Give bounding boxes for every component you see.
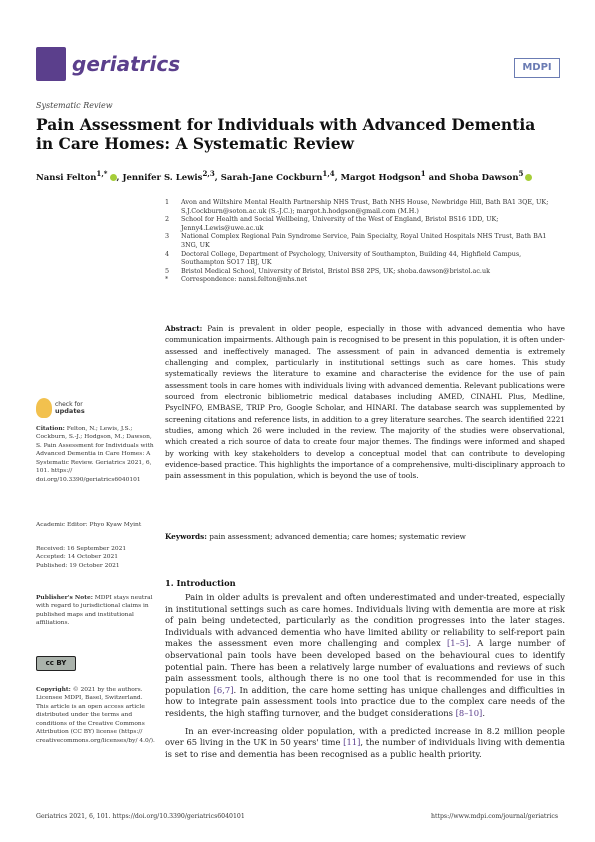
paragraph-text: Pain in older adults is prevalent and often underestimated and under-treated, especially in institutional settings such as care homes. Individuals living with dementia are more at risk of pain being undetected, particularly as the condition progresses into the later stages. Individuals with advanced dementia who have limited ability or reliability to self-report pain makes the assessment even more challenging and complex bbox=[165, 592, 565, 649]
affiliation-number: 2 bbox=[165, 215, 170, 224]
affiliation-text: Correspondence: nansi.felton@nhs.net bbox=[181, 275, 308, 284]
affiliation bbox=[165, 275, 565, 284]
author-name: Nansi Felton bbox=[36, 172, 97, 183]
affiliation bbox=[165, 198, 565, 215]
keywords bbox=[165, 531, 565, 542]
keywords-label: Keywords: bbox=[165, 532, 207, 541]
check-updates-icon bbox=[36, 398, 52, 418]
citation-text: Felton, N.; Lewis, J.S.; Cockburn, S.-J.; Hodgson, M.; Dawson, S. Pain Assessment for Individuals with Advanced Dementia in Care Homes: A Systematic Review. Geriatrics 2021, 6, 101. https:// doi.org/10.3390/geriatrics6040101 bbox=[36, 426, 154, 483]
publisher-logo: MDPI bbox=[514, 58, 560, 78]
citation-label: Citation: bbox=[36, 425, 65, 432]
affiliation-number: * bbox=[165, 275, 169, 284]
check-updates-line1: check for bbox=[55, 401, 83, 408]
citation-block bbox=[36, 425, 156, 484]
dates-block bbox=[36, 545, 156, 570]
paragraph-text: In an ever-increasing older population, with a predicted increase in 8.2 million people over 65 living in the UK in 50 years' time bbox=[165, 725, 565, 748]
author-sup: 5 bbox=[518, 169, 524, 178]
reference-link[interactable]: [1–5] bbox=[446, 638, 469, 649]
publisher-note-text: MDPI stays neutral with regard to jurisdictional claims in published maps and institutional affiliations. bbox=[36, 595, 153, 627]
author-name: Margot Hodgson bbox=[340, 172, 421, 183]
affiliation bbox=[165, 232, 565, 249]
paragraph bbox=[165, 592, 565, 720]
paragraph bbox=[165, 726, 565, 761]
abstract-text: Pain is prevalent in older people, especially in those with advanced dementia who have communication impairments. Although pain is recognised to be present in this population, it is often under-assessed and ineffectively managed. The assessment of pain in advanced dementia is extremely challenging and complex, particularly in institutional settings such as care homes. This study systematically reviews the literature to examine and characterise the evidence for the use of pain assessment tools in care homes with individuals living with advanced dementia. Relevant publications were sourced from electronic bibliometric medical databases including AMED, CINAHL Plus, Medline, PsycINFO, EMBASE, TRIP Pro, Google Scholar, and HINARI. The database search was supplemented by screening citations and reference lists, in addition to a grey literature searches. The search identified 2221 studies, among which 26 were included in the review. The majority of the studies were observational, which created a rich source of data to create four major themes. The findings were informed and shaped by working with key stakeholders to develop a conceptual model that can contribute to developing evidence-based practice. This highlights the importance of a comprehensive, multi-disciplinary approach to pain assessment in this population, which is beyond the use of tools. bbox=[165, 324, 565, 481]
affiliations bbox=[165, 198, 565, 284]
abstract bbox=[165, 323, 565, 482]
footer-citation: Geriatrics 2021, 6, 101. https://doi.org/10.3390/geriatrics6040101 bbox=[36, 813, 245, 820]
publisher-note-label: Publisher's Note: bbox=[36, 594, 93, 601]
affiliation-text: National Complex Regional Pain Syndrome Service, Pain Specialty, Royal United Hospitals NHS Trust, Bath BA1 3NG, UK bbox=[181, 232, 547, 249]
footer-url[interactable]: https://www.mdpi.com/journal/geriatrics bbox=[431, 813, 558, 820]
section-heading: 1. Introduction bbox=[165, 578, 236, 588]
affiliation bbox=[165, 267, 565, 276]
affiliation bbox=[165, 215, 565, 232]
affiliation-text: Bristol Medical School, University of Bristol, Bristol BS8 2PS, UK; shoba.dawson@bristol.ac.uk bbox=[181, 266, 490, 275]
article-type: Systematic Review bbox=[36, 101, 113, 110]
affiliation bbox=[165, 250, 565, 267]
keywords-text: pain assessment; advanced dementia; care homes; systematic review bbox=[209, 532, 466, 541]
published-date: Published: 19 October 2021 bbox=[36, 562, 120, 569]
affiliation-number: 5 bbox=[165, 266, 170, 275]
introduction-body bbox=[165, 592, 565, 766]
reference-link[interactable]: [11] bbox=[343, 737, 361, 748]
article-title: Pain Assessment for Individuals with Advanced Dementia in Care Homes: A Systematic Review bbox=[36, 115, 536, 153]
copyright-text: © 2021 by the authors. Licensee MDPI, Basel, Switzerland. This article is an open access article distributed under the terms and conditions of the Creative Commons Attribution (CC BY) license (https:// creativecommons.org/licenses/by/ 4.0/). bbox=[36, 687, 155, 744]
copyright-block bbox=[36, 686, 156, 745]
author-sup: 1 bbox=[420, 169, 426, 178]
affiliation-number: 3 bbox=[165, 232, 170, 241]
abstract-label: Abstract: bbox=[165, 324, 203, 333]
copyright-label: Copyright: bbox=[36, 686, 71, 693]
author-list: Nansi Felton$^{1,*}$ , Jennifer S. Lewis$^{2,3}$, Sarah-Jane Cockburn$^{1,4}$, Margot Hodgson$^1$ and Shoba Dawson$^5$ bbox=[36, 169, 576, 183]
author-sup: 1,4 bbox=[322, 169, 335, 178]
reference-link[interactable]: [8–10] bbox=[455, 707, 483, 718]
journal-name: geriatrics bbox=[72, 52, 181, 76]
author-name: Sarah-Jane Cockburn bbox=[220, 172, 323, 183]
check-updates-button[interactable] bbox=[36, 398, 156, 420]
reference-link[interactable]: [6,7] bbox=[213, 684, 234, 695]
author-name: Shoba Dawson bbox=[449, 172, 519, 183]
author-sup: 1,* bbox=[96, 169, 108, 178]
paragraph-text: . A large number of observational pain tools have been developed based on the behavioural cues to identify potential pain. There has been a relatively large number of evaluations and reviews of such pain assessment tools, although there is no one tool that is recommended for use in this population bbox=[165, 638, 565, 695]
paragraph-text: , the number of individuals living with dementia is set to rise and dementia has been recognised as a public health priority. bbox=[165, 737, 566, 759]
affiliation-text: Doctoral College, Department of Psychology, University of Southampton, Building 44, Highfield Campus, Southampton SO17 1BJ, UK bbox=[181, 249, 522, 267]
paragraph-text: . bbox=[482, 707, 485, 718]
affiliation-text: School for Health and Social Wellbeing, University of the West of England, Bristol BS16 1DD, UK; Jenny4.Lewis@uwe.ac.uk bbox=[181, 215, 499, 232]
check-updates-label bbox=[55, 401, 85, 415]
publisher-note bbox=[36, 594, 156, 628]
affiliation-number: 1 bbox=[165, 198, 170, 206]
author-sup: 2,3 bbox=[202, 169, 215, 178]
orcid-icon[interactable] bbox=[525, 174, 532, 181]
accepted-date: Accepted: 14 October 2021 bbox=[36, 554, 118, 561]
paragraph-text: . In addition, the care home setting has unique challenges and difficulties in how to integrate pain assessment tools into practice due to the complex care needs of the residents, the high staffing turnover, and the budget considerations bbox=[165, 684, 565, 718]
received-date: Received: 16 September 2021 bbox=[36, 546, 127, 552]
cc-license-badge[interactable]: cc BY bbox=[36, 656, 76, 671]
author-name: Jennifer S. Lewis bbox=[122, 172, 203, 183]
affiliation-number: 4 bbox=[165, 249, 170, 258]
check-updates-line2: updates bbox=[55, 407, 85, 415]
affiliation-text: Avon and Wiltshire Mental Health Partnership NHS Trust, Bath NHS House, Newbridge Hill, Bath BA1 3QE, UK; S.J.Cockburn@soton.ac.uk (S.-J.C.); margot.h.hodgson@gmail.com (M.H.) bbox=[181, 198, 549, 215]
journal-logo-icon bbox=[36, 47, 66, 81]
page-footer bbox=[36, 813, 558, 820]
academic-editor: Academic Editor: Phyo Kyaw Myint bbox=[36, 522, 142, 528]
orcid-icon[interactable] bbox=[110, 174, 117, 181]
